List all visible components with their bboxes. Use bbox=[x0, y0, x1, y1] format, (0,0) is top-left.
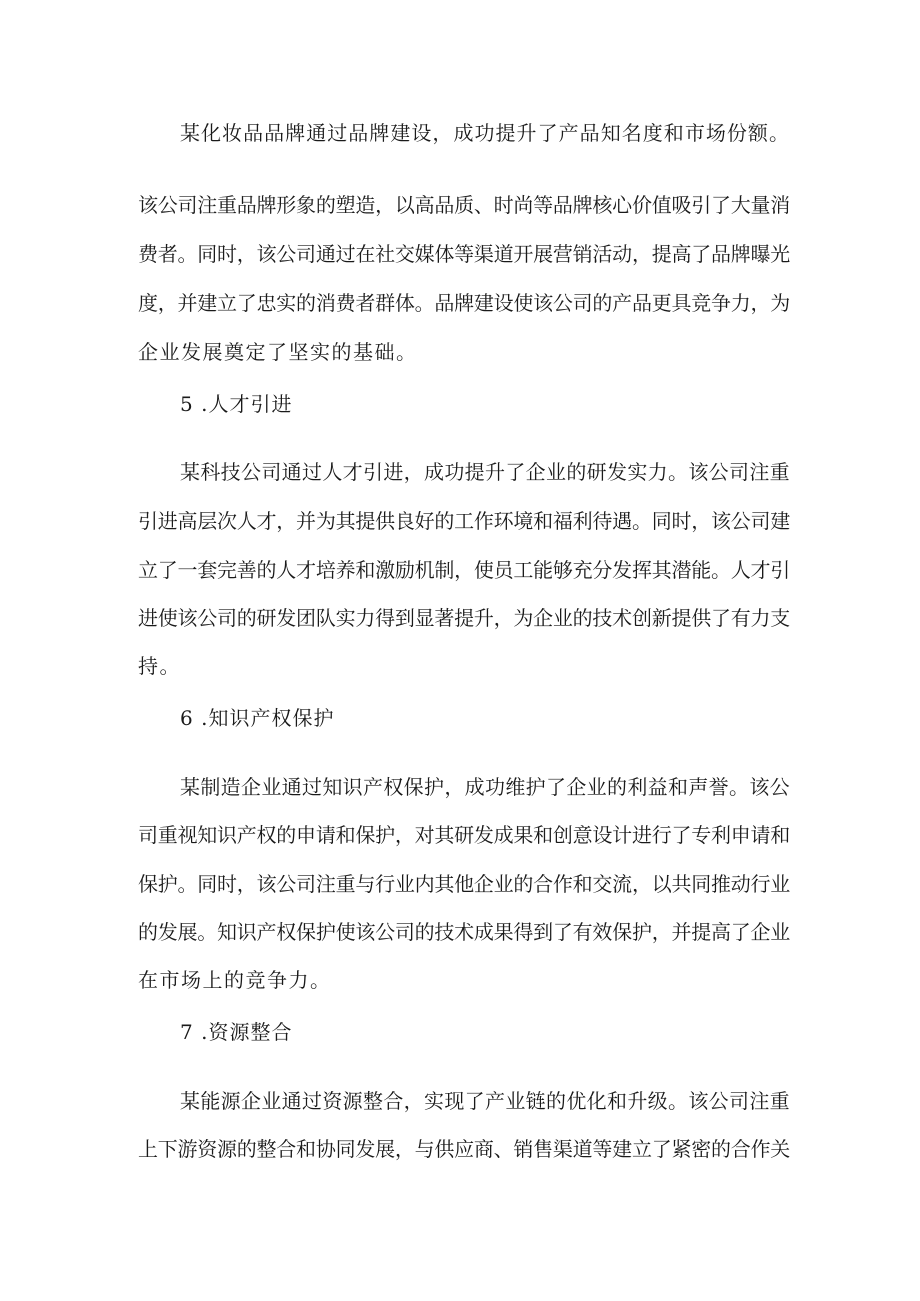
paragraph-line: 某能源企业通过资源整合，实现了产业链的优化和升级。该公司注重 bbox=[180, 1089, 790, 1113]
paragraph-line: 立了一套完善的人才培养和激励机制，使员工能够充分发挥其潜能。人才引 bbox=[138, 558, 790, 582]
paragraph-line: 某科技公司通过人才引进，成功提升了企业的研发实力。该公司注重 bbox=[180, 460, 790, 484]
paragraph-line: 某化妆品品牌通过品牌建设，成功提升了产品知名度和市场份额。 bbox=[180, 121, 790, 145]
paragraph-line: 企业发展奠定了坚实的基础。 bbox=[138, 340, 418, 364]
paragraph-line: 费者。同时，该公司通过在社交媒体等渠道开展营销活动，提高了品牌曝光 bbox=[138, 242, 790, 266]
section-heading: 6 .知识产权保护 bbox=[180, 706, 335, 730]
paragraph-line: 引进高层次人才，并为其提供良好的工作环境和福利待遇。同时，该公司建 bbox=[138, 509, 790, 533]
paragraph-line: 该公司注重品牌形象的塑造，以高品质、时尚等品牌核心价值吸引了大量消 bbox=[138, 193, 790, 217]
paragraph-line: 度，并建立了忠实的消费者群体。品牌建设使该公司的产品更具竞争力，为 bbox=[138, 291, 790, 315]
paragraph-line: 司重视知识产权的申请和保护，对其研发成果和创意设计进行了专利申请和 bbox=[138, 823, 790, 847]
paragraph-line: 保护。同时，该公司注重与行业内其他企业的合作和交流，以共同推动行业 bbox=[138, 872, 790, 896]
paragraph-line: 持。 bbox=[138, 654, 181, 678]
paragraph-line: 进使该公司的研发团队实力得到显著提升，为企业的技术创新提供了有力支 bbox=[138, 606, 790, 630]
paragraph-line: 某制造企业通过知识产权保护，成功维护了企业的利益和声誉。该公 bbox=[180, 775, 790, 799]
paragraph-line: 上下游资源的整合和协同发展，与供应商、销售渠道等建立了紧密的合作关 bbox=[138, 1137, 790, 1161]
section-heading: 5 .人才引进 bbox=[180, 392, 293, 416]
section-heading: 7 .资源整合 bbox=[180, 1020, 293, 1044]
paragraph-line: 的发展。知识产权保护使该公司的技术成果得到了有效保护，并提高了企业 bbox=[138, 920, 790, 944]
paragraph-line: 在市场上的竞争力。 bbox=[138, 968, 332, 992]
